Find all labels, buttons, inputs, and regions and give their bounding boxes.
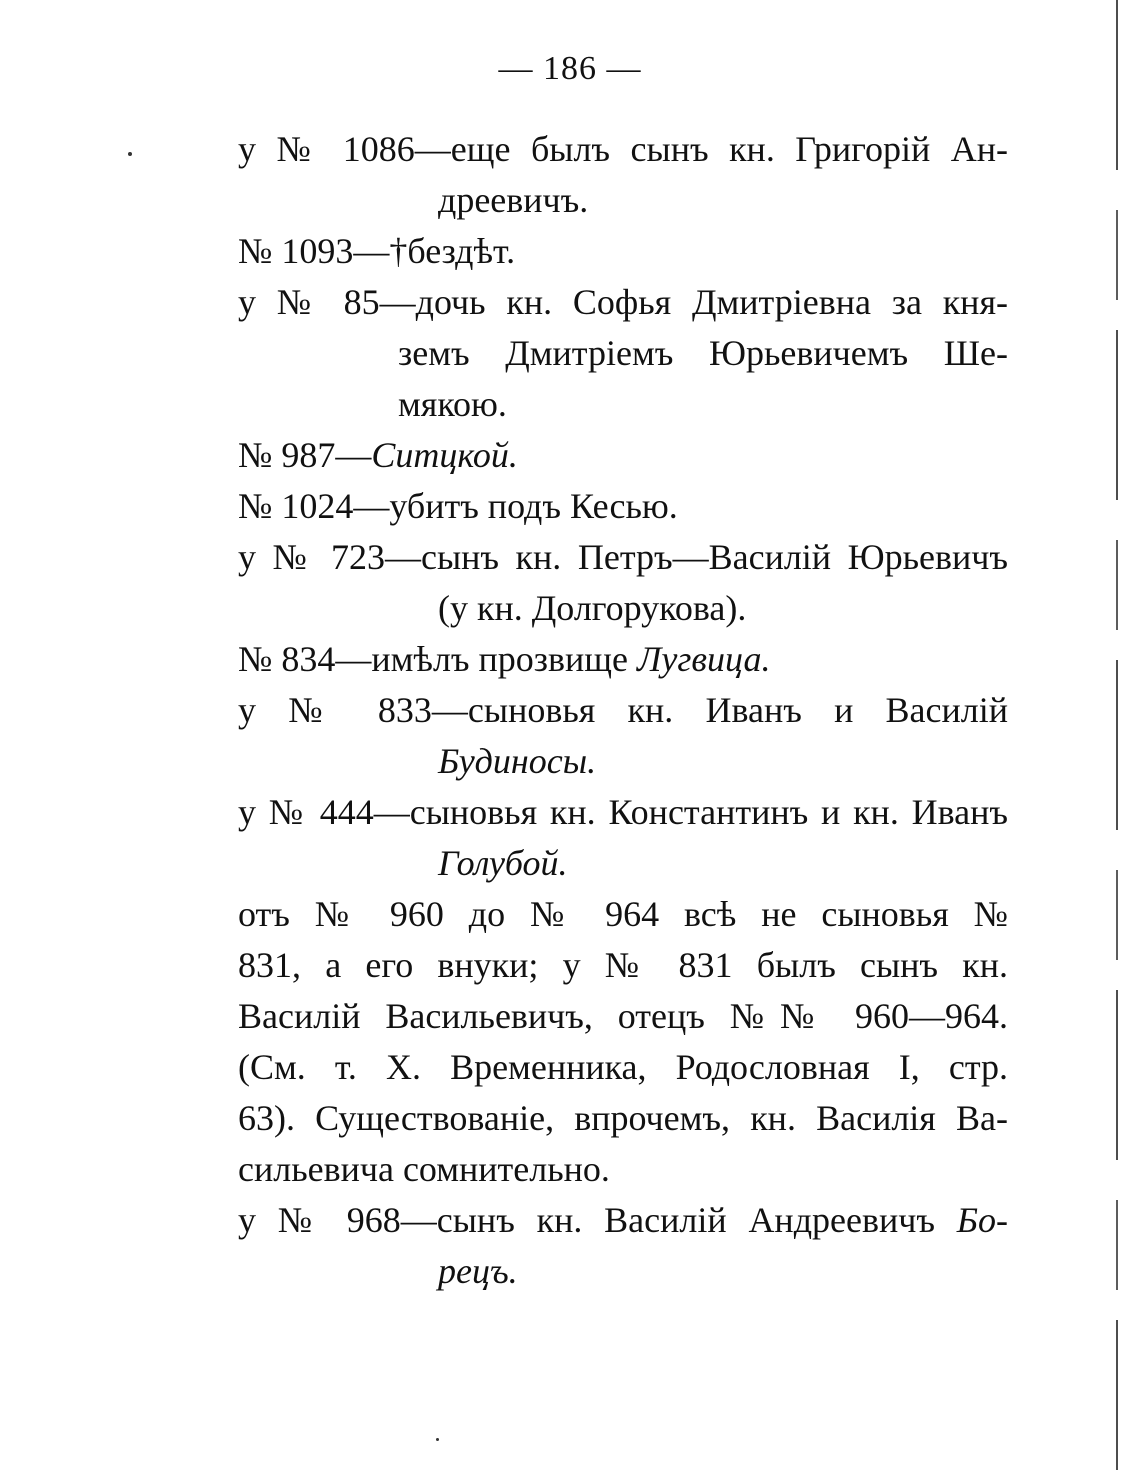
entry-line: у № 723—сынъ кн. Петръ—Василій Юрьевичъ [238, 537, 1008, 577]
entry-continuation: дреевичъ. [438, 180, 589, 220]
entry-italic-name: Лугвица. [636, 639, 771, 679]
entry-prefix: у № 968—сынъ кн. Василій Андреевичъ [238, 1200, 957, 1240]
entry-prefix: № 834—имѣлъ прозвище [238, 639, 637, 679]
page-body [238, 124, 1008, 1297]
entry-1093 [238, 226, 1008, 277]
entry-line [238, 634, 1008, 685]
entry-italic-name: Ситцкой. [371, 435, 518, 475]
scan-speck [436, 1438, 439, 1441]
entry-line [238, 1195, 1008, 1246]
page-number: — 186 — [498, 50, 642, 87]
entry-continuation: земъ Дмитріемъ Юрьевичемъ Ше- [398, 333, 1008, 373]
entry-line: у № 833—сыновья кн. Иванъ и Василій [238, 690, 1008, 730]
note-paragraph [238, 889, 1008, 1195]
entry-line: № 1093—†бездѣт. [238, 231, 516, 271]
entry-line [238, 430, 1008, 481]
entry-continuation: (у кн. Долгорукова). [438, 588, 747, 628]
entry-prefix: № 987— [238, 435, 372, 475]
entry-1086 [238, 124, 1008, 226]
entry-line: № 1024—убитъ подъ Кесью. [238, 486, 678, 526]
entry-444 [238, 787, 1008, 889]
paragraph-line: сильевича сомнительно. [238, 1149, 610, 1189]
paragraph-line: отъ № 960 до № 964 всѣ не сыновья № [238, 894, 1008, 934]
entry-968 [238, 1195, 1008, 1297]
entry-line: у № 85—дочь кн. Софья Дмитріевна за кня- [238, 282, 1008, 322]
entry-italic-name: Бо- [956, 1200, 1008, 1240]
entry-85 [238, 277, 1008, 430]
entry-italic-name: рецъ. [438, 1251, 518, 1291]
paragraph-line: 831, а его внуки; у № 831 былъ сынъ кн. [238, 945, 1008, 985]
entry-continuation: мякою. [398, 384, 507, 424]
entry-987 [238, 430, 1008, 481]
entry-1024 [238, 481, 1008, 532]
paragraph-line: Василій Васильевичъ, отецъ №№ 960—964. [238, 996, 1008, 1036]
entry-723 [238, 532, 1008, 634]
entry-italic-name: Будиносы. [438, 741, 597, 781]
entry-833 [238, 685, 1008, 787]
paragraph-line: (См. т. X. Временника, Родословная I, стр. [238, 1047, 1008, 1087]
paragraph-line: 63). Существованіе, впрочемъ, кн. Василія Ва- [238, 1098, 1008, 1138]
entry-line: у № 1086—еще былъ сынъ кн. Григорій Ан- [238, 129, 1008, 169]
entry-line: у № 444—сыновья кн. Константинъ и кн. Иванъ [238, 792, 1008, 832]
entry-italic-name: Голубой. [438, 843, 568, 883]
entry-834 [238, 634, 1008, 685]
page-edge-line [1116, 0, 1118, 1470]
scan-speck [128, 152, 132, 156]
